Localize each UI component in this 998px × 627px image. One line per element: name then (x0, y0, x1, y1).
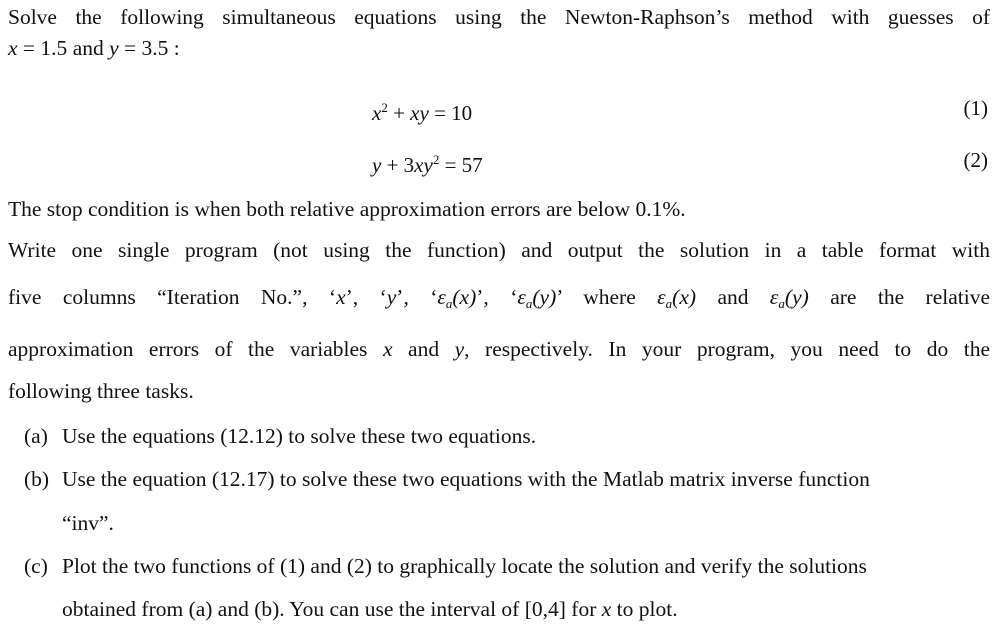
task-c-end: to plot. (611, 597, 678, 621)
var-x: x (382, 337, 393, 361)
eq2-rhs: = 57 (439, 153, 483, 177)
program-line-3 (8, 336, 990, 362)
column-eps-y-arg: (y) (532, 285, 557, 309)
eps-y-arg: (y) (784, 285, 809, 309)
guess-y-value: = 3.5 : (118, 36, 180, 60)
program-text-3a: approximation errors of the variables (8, 337, 383, 361)
task-a-text: Use the equations (12.12) to solve these two equations. (62, 424, 537, 448)
equation-1 (372, 95, 472, 126)
stop-condition: The stop condition is when both relative approximation errors are below 0.1%. (8, 197, 686, 221)
task-b-label: (b) (24, 467, 50, 491)
sep-3: ’, ‘ (476, 285, 518, 309)
program-text-2a: five columns “Iteration No.”, ‘ (8, 285, 337, 309)
equation-1-number: (1) (963, 96, 988, 120)
eps-y-sub: a (778, 296, 785, 311)
column-eps-x-sub: a (445, 296, 453, 311)
program-text-1: Write one single program (not using the function) and output the solution in a table format with (8, 238, 990, 262)
task-b-text-2: “inv”. (62, 511, 114, 535)
intro-line-2 (8, 35, 180, 61)
program-and: and (696, 285, 770, 309)
eq2-exponent: 2 (432, 152, 440, 167)
column-eps-x: ε (437, 285, 446, 309)
sep-1: ’, ‘ (345, 285, 387, 309)
eps-y: ε (769, 285, 779, 309)
column-eps-x-arg: (x) (452, 285, 477, 309)
var-y: y (454, 337, 465, 361)
guess-x-value: = 1.5 (17, 36, 68, 60)
intro-and: and (67, 36, 110, 60)
program-text-2-end: are the relative (808, 285, 991, 309)
program-text-3-and: and (392, 337, 455, 361)
eq1-plus: + (387, 101, 411, 125)
column-eps-y: ε (517, 285, 526, 309)
task-c-label: (c) (24, 554, 48, 578)
program-line-4: following three tasks. (8, 379, 194, 403)
program-where: ’ where (556, 285, 658, 309)
program-line-1 (8, 237, 990, 263)
intro-line-1 (8, 4, 990, 30)
sep-2: ’, ‘ (396, 285, 438, 309)
task-a-label: (a) (24, 424, 48, 448)
intro-text: Solve the following simultaneous equations using the Newton-Raphson’s method with guesses of (8, 5, 990, 29)
eq1-var2: xy (410, 101, 429, 125)
eq2-var1: y (372, 153, 382, 177)
program-line-2 (8, 284, 990, 317)
guess-x-var: x (8, 36, 18, 60)
column-x: x (336, 285, 346, 309)
eq2-var2: xy (414, 153, 433, 177)
equation-2-number: (2) (963, 148, 988, 172)
eq1-exponent: 2 (381, 100, 388, 115)
column-y: y (386, 285, 397, 309)
task-b-text-1: Use the equation (12.17) to solve these two equations with the Matlab matrix inverse function (62, 467, 870, 491)
task-c-text-1: Plot the two functions of (1) and (2) to graphically locate the solution and verify the solutions (62, 554, 867, 578)
task-c-text-2a: obtained from (a) and (b). You can use the interval of [0,4] for (62, 597, 602, 621)
task-c-text-2 (62, 596, 678, 622)
column-eps-y-sub: a (525, 296, 533, 311)
eq1-rhs: = 10 (428, 101, 473, 125)
guess-y-var: y (109, 36, 119, 60)
task-c-x-var: x (601, 597, 612, 621)
eps-x-arg: (x) (672, 285, 697, 309)
eps-x-sub: a (665, 296, 673, 311)
equation-2 (372, 147, 483, 178)
program-text-3-end: , respectively. In your program, you need to do the (464, 337, 990, 361)
eq2-plus: + 3 (381, 153, 415, 177)
eps-x: ε (657, 285, 666, 309)
eq1-var1: x (372, 101, 382, 125)
